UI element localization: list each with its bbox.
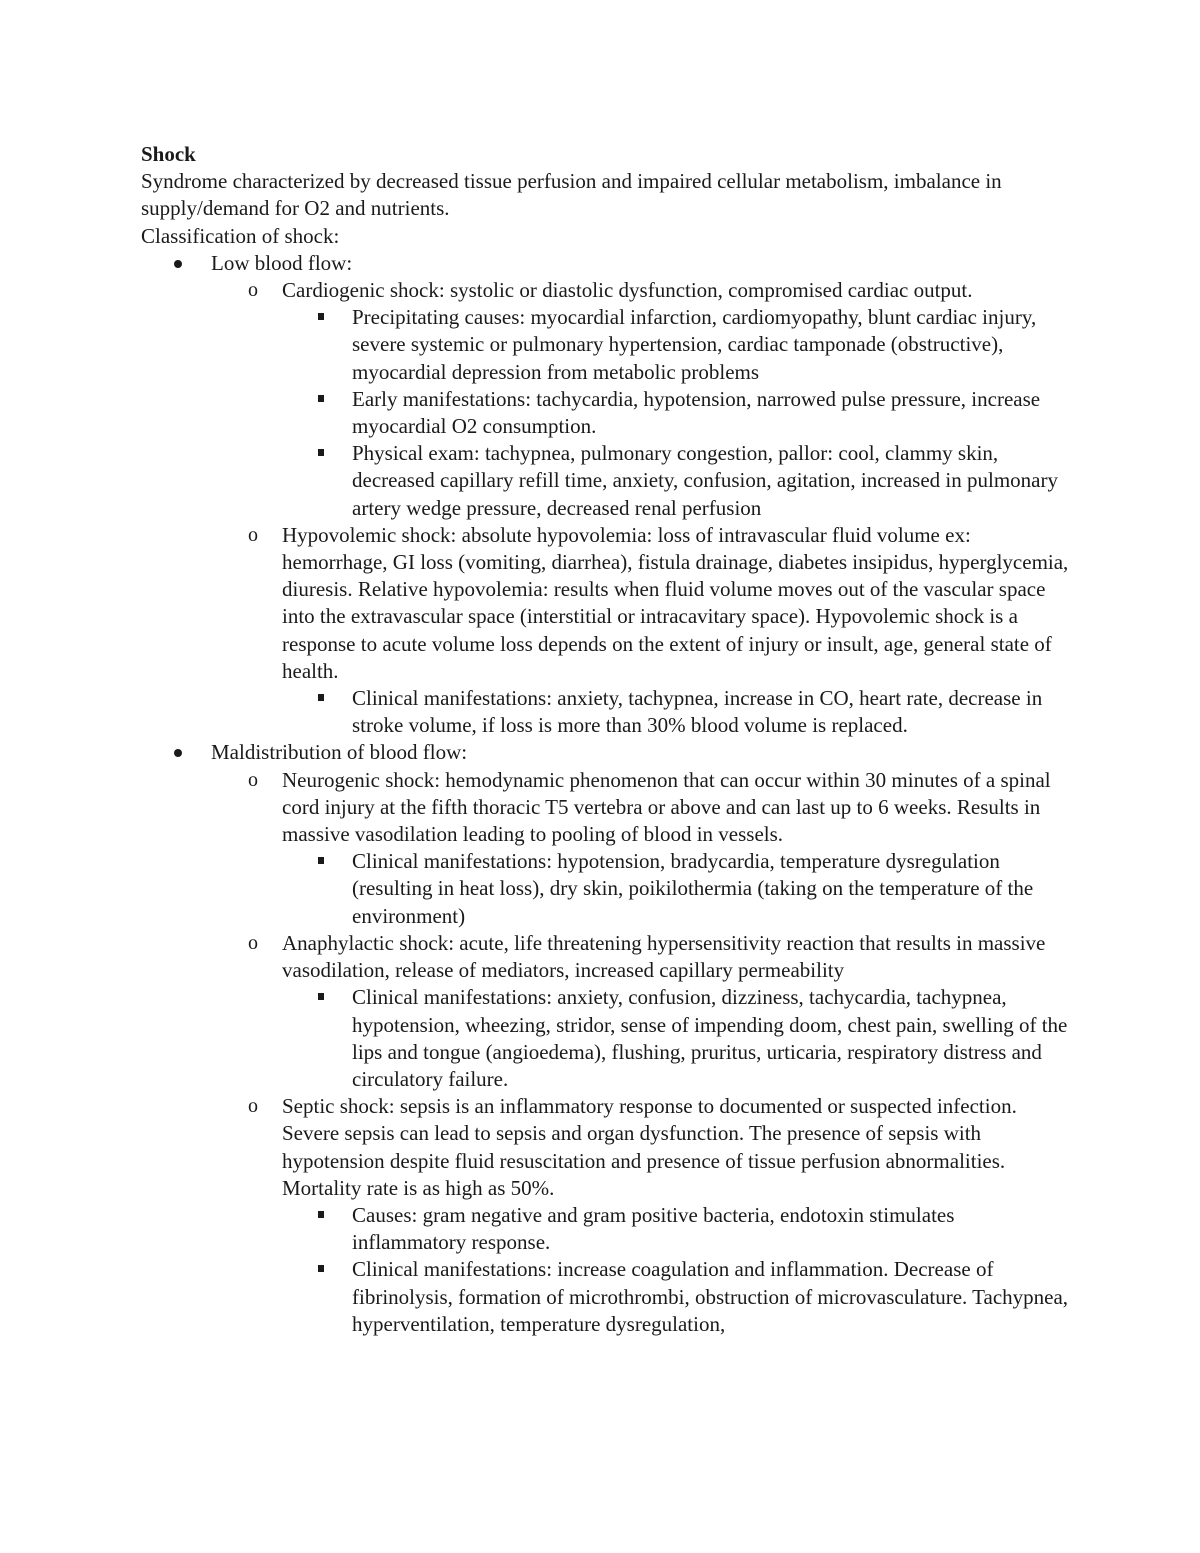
bullet-square-icon bbox=[318, 395, 324, 402]
bullet-square-icon bbox=[318, 449, 324, 456]
subitem-text: Physical exam: tachypnea, pulmonary congestion, pallor: cool, clammy skin, decreased capillary refill time, anxiety, confusion, agitation, increased in pulmonary artery wedge pressure, decreased renal perfusion bbox=[352, 441, 1058, 520]
subitem-hypovolemic-manifestations bbox=[141, 685, 1071, 739]
item-text: Hypovolemic shock: absolute hypovolemia: loss of intravascular fluid volume ex: hemorrhage, GI loss (vomiting, diarrhea), fistula drainage, diabetes insipidus, hyperglycemia, diuresis. Relative hypovolemia: results when fluid volume moves out of the vascular space into the extravascular space (interstitial or intracavitary space). Hypovolemic shock is a response to acute volume loss depends on the extent of injury or insult, age, general state of health. bbox=[282, 522, 1069, 683]
bullet-square-icon bbox=[318, 857, 324, 864]
document-page bbox=[141, 141, 1071, 1338]
subitem-text: Early manifestations: tachycardia, hypotension, narrowed pulse pressure, increase myocardial O2 consumption. bbox=[352, 386, 1041, 439]
subitem-physical-exam bbox=[141, 440, 1071, 522]
section-low-blood-flow bbox=[141, 250, 1071, 277]
subitem-anaphylactic-manifestations bbox=[141, 984, 1071, 1093]
item-text: Anaphylactic shock: acute, life threatening hypersensitivity reaction that results in massive vasodilation, release of mediators, increased capillary permeability bbox=[282, 930, 1046, 983]
bullet-square-icon bbox=[318, 993, 324, 1000]
subitem-septic-causes bbox=[141, 1202, 1071, 1256]
bullet-square-icon bbox=[318, 694, 324, 701]
item-text: Cardiogenic shock: systolic or diastolic dysfunction, compromised cardiac output. bbox=[282, 278, 973, 303]
bullet-square-icon bbox=[318, 313, 324, 320]
subitem-text: Clinical manifestations: anxiety, confusion, dizziness, tachycardia, tachypnea, hypotension, wheezing, stridor, sense of impending doom, chest pain, swelling of the lips and tongue (angioedema), flushing, pruritus, urticaria, respiratory distress and circulatory failure. bbox=[352, 985, 1068, 1091]
item-hypovolemic-shock bbox=[141, 522, 1071, 685]
section-label: Low blood flow: bbox=[211, 250, 353, 275]
subitem-text: Clinical manifestations: hypotension, bradycardia, temperature dysregulation (resulting in heat loss), dry skin, poikilothermia (taking on the temperature of the environment) bbox=[352, 849, 1034, 928]
intro-paragraph: Syndrome characterized by decreased tissue perfusion and impaired cellular metabolism, imbalance in supply/demand for O2 and nutrients. bbox=[141, 169, 1002, 221]
item-septic-shock bbox=[141, 1093, 1071, 1202]
subitem-text: Clinical manifestations: increase coagulation and inflammation. Decrease of fibrinolysis, formation of microthrombi, obstruction of microvasculature. Tachypnea, hyperventilation, temperature dysregulation, bbox=[352, 1257, 1069, 1336]
subitem-early-manifestations bbox=[141, 386, 1071, 440]
item-cardiogenic-shock bbox=[141, 277, 1071, 304]
bullet-circle-icon: o bbox=[248, 523, 258, 546]
section-label: Maldistribution of blood flow: bbox=[211, 740, 468, 765]
subitem-text: Causes: gram negative and gram positive bacteria, endotoxin stimulates inflammatory response. bbox=[352, 1202, 955, 1255]
bullet-square-icon bbox=[318, 1211, 324, 1218]
bullet-circle-icon: o bbox=[248, 768, 258, 791]
section-maldistribution bbox=[141, 739, 1071, 766]
bullet-disc-icon bbox=[174, 260, 182, 268]
subitem-text: Precipitating causes: myocardial infarction, cardiomyopathy, blunt cardiac injury, severe systemic or pulmonary hypertension, cardiac tamponade (obstructive), myocardial depression from metabolic problems bbox=[352, 305, 1037, 384]
bullet-square-icon bbox=[318, 1265, 324, 1272]
subitem-precipitating-causes bbox=[141, 304, 1071, 386]
bullet-circle-icon: o bbox=[248, 1095, 258, 1118]
bullet-circle-icon: o bbox=[248, 279, 258, 302]
document-title: Shock bbox=[141, 142, 196, 166]
subitem-septic-manifestations bbox=[141, 1256, 1071, 1338]
item-text: Septic shock: sepsis is an inflammatory response to documented or suspected infection. Severe sepsis can lead to sepsis and organ dysfunction. The presence of sepsis with hypotension despite fluid resuscitation and presence of tissue perfusion abnormalities. Mortality rate is as high as 50%. bbox=[282, 1094, 1017, 1200]
bullet-circle-icon: o bbox=[248, 931, 258, 954]
item-anaphylactic-shock bbox=[141, 930, 1071, 984]
item-neurogenic-shock bbox=[141, 767, 1071, 849]
subitem-text: Clinical manifestations: anxiety, tachypnea, increase in CO, heart rate, decrease in stroke volume, if loss is more than 30% blood volume is replaced. bbox=[352, 686, 1043, 738]
classification-heading: Classification of shock: bbox=[141, 223, 340, 248]
bullet-disc-icon bbox=[174, 749, 182, 757]
subitem-neurogenic-manifestations bbox=[141, 848, 1071, 930]
item-text: Neurogenic shock: hemodynamic phenomenon that can occur within 30 minutes of a spinal cord injury at the fifth thoracic T5 vertebra or above and can last up to 6 weeks. Results in massive vasodilation leading to pooling of blood in vessels. bbox=[282, 767, 1051, 847]
